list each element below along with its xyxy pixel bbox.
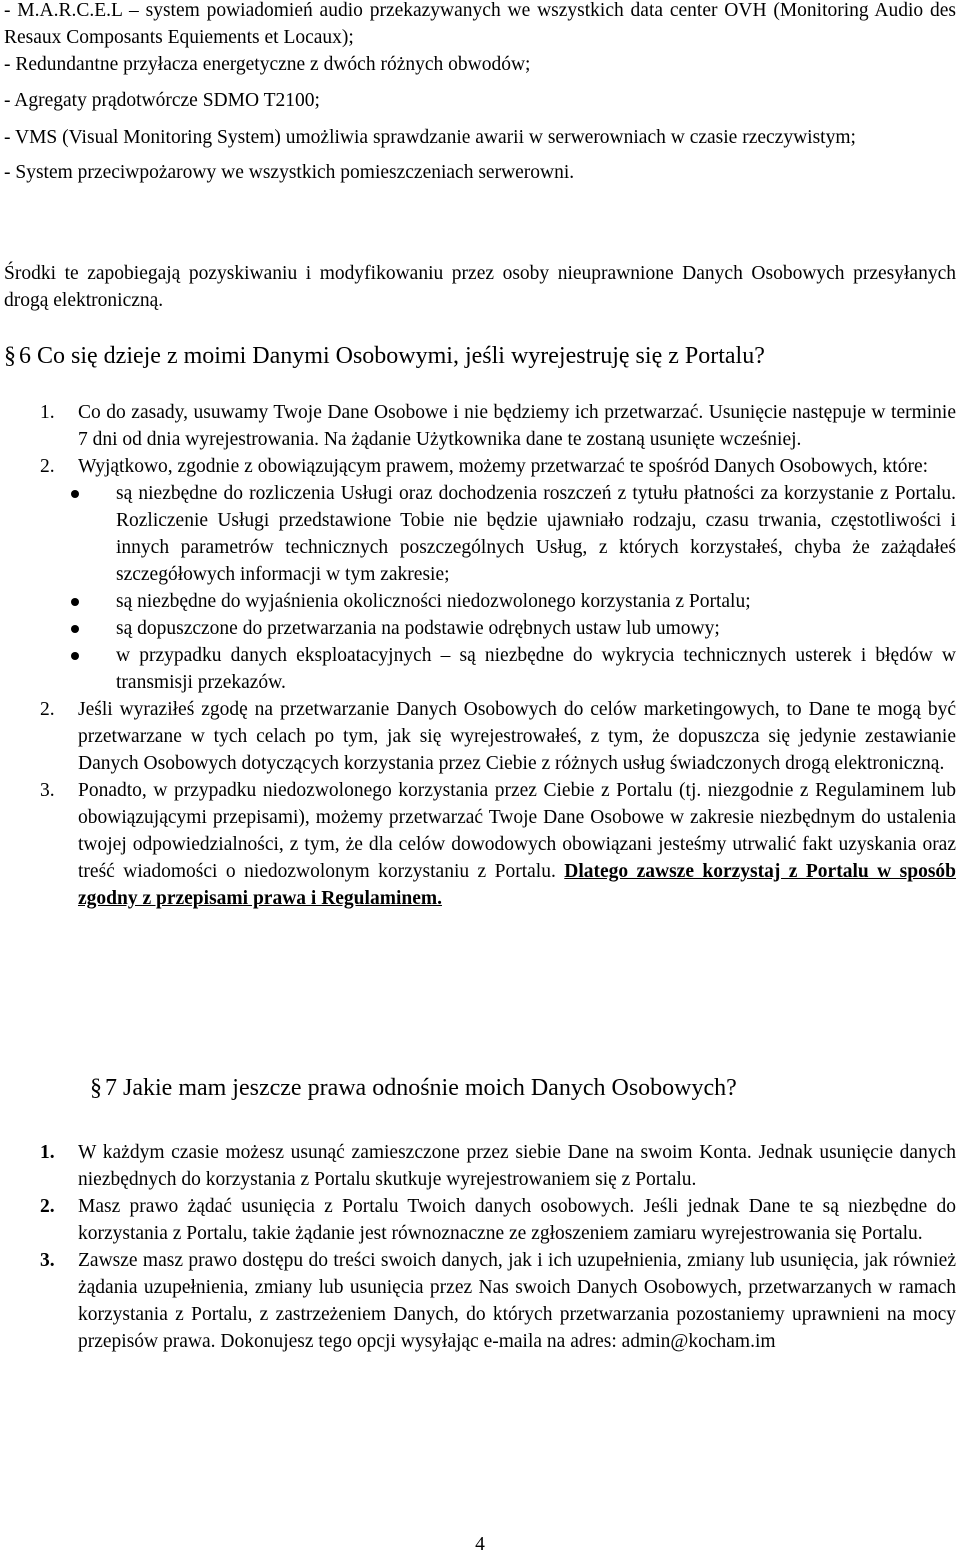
bullet-text: są niezbędne do rozliczenia Usługi oraz dochodzenia roszczeń z tytułu płatności za korzystanie z Portalu. Rozliczenie Usługi przedstawione Tobie nie będzie ujawniało rodzaju, czasu trwania, częstotliwości i innych parametrów technicznych poszczególnych Usług, z których korzystałeś, chyba że zażądałeś szczegółowych informacji w tym zakresie; bbox=[116, 483, 956, 585]
list-item: - Redundantne przyłacza energetyczne z dwóch różnych obwodów; bbox=[4, 54, 531, 75]
item-text bbox=[78, 777, 956, 912]
item-text: Wyjątkowo, zgodnie z obowiązującym prawem, możemy przetwarzać te spośród Danych Osobowych, które: bbox=[78, 456, 929, 477]
bullet-icon bbox=[71, 652, 79, 660]
bullet-item bbox=[40, 642, 956, 696]
item-text: Jeśli wyraziłeś zgodę na przetwarzanie Danych Osobowych do celów marketingowych, to Dane te mogą być przetwarzane w tych celach po tym, jak się wyrejestrowałeś, z tym, że dopuszcza się jedynie zestawianie Danych Osobowych dotyczących korzystania przez Ciebie z różnych usług świadczonych drogą elektroniczną. bbox=[78, 699, 956, 774]
section-7-list bbox=[40, 1139, 956, 1355]
item-number: 1. bbox=[40, 402, 55, 423]
item-text: Co do zasady, usuwamy Twoje Dane Osobowe i nie będziemy ich przetwarzać. Usunięcie następuje w terminie 7 dni od dnia wyrejestrowania. Na żądanie Użytkownika dane te zostaną usunięte wcześniej. bbox=[78, 402, 956, 450]
item-number: 2. bbox=[40, 699, 55, 720]
bullet-icon bbox=[71, 625, 79, 633]
list-item: - Agregaty prądotwórcze SDMO T2100; bbox=[4, 90, 320, 111]
bullet-text: są dopuszczone do przetwarzania na podstawie odrębnych ustaw lub umowy; bbox=[116, 618, 720, 639]
item-number: 3. bbox=[40, 780, 55, 801]
section-sign: § bbox=[90, 1075, 102, 1101]
list-item bbox=[40, 1139, 956, 1193]
list-item bbox=[40, 1193, 956, 1247]
bullet-item bbox=[40, 588, 956, 615]
paragraph: Środki te zapobiegają pozyskiwaniu i modyfikowaniu przez osoby nieuprawnione Danych Osobowych przesyłanych drogą elektroniczną. bbox=[4, 263, 956, 311]
item-number: 3. bbox=[40, 1250, 55, 1271]
item-text: W każdym czasie możesz usunąć zamieszczone przez siebie Dane na swoim Konta. Jednak usunięcie danych niezbędnych do korzystania z Portalu skutkuje wyrejestrowaniem się z Portalu. bbox=[78, 1142, 956, 1190]
list-item bbox=[40, 453, 956, 480]
section-sign: § bbox=[4, 343, 16, 369]
bullet-item bbox=[40, 480, 956, 588]
bullet-icon bbox=[71, 490, 79, 498]
section-title: 6 Co się dzieje z moimi Danymi Osobowymi, jeśli wyrejestruję się z Portalu? bbox=[19, 343, 765, 369]
item-number: 2. bbox=[40, 1196, 55, 1217]
section-6-list bbox=[40, 399, 956, 912]
security-measures-list bbox=[4, 0, 956, 186]
list-item bbox=[40, 1247, 956, 1355]
list-item bbox=[40, 399, 956, 453]
bullet-list bbox=[40, 480, 956, 696]
list-item: - VMS (Visual Monitoring System) umożliwia sprawdzanie awarii w serwerowniach w czasie rzeczywistym; bbox=[4, 127, 856, 148]
item-text-body: Ponadto, w przypadku niedozwolonego korzystania przez Ciebie z Portalu (tj. niezgodnie z Regulaminem lub obowiązującymi przepisami), możemy przetwarzać Twoje Dane Osobowe w zakresie niezbędnym do ustalenia twojej odpowiedzialności, z tym, że dla celów dowodowych obowiązani jesteśmy utrwalić fakt uzyskania oraz treść wiadomości o niedozwolonym korzystaniu z Portalu. bbox=[78, 780, 956, 882]
list-item: - System przeciwpożarowy we wszystkich pomieszczeniach serwerowni. bbox=[4, 162, 575, 183]
list-item: - M.A.R.C.E.L – system powiadomień audio przekazywanych we wszystkich data center OVH (Monitoring Audio des Resaux Composants Equiements et Locaux); bbox=[4, 0, 956, 48]
list-item bbox=[40, 696, 956, 777]
item-text: Zawsze masz prawo dostępu do treści swoich danych, jak i ich uzupełnienia, zmiany lub usunięcia, jak również żądania uzupełnienia, zmiany lub usunięcia przez Nas swoich Danych Osobowych, przetwarzanych w ramach korzystania z Portalu, z zastrzeżeniem Danych, do których przetwarzania pozostaniemy uprawnieni na mocy przepisów prawa. Dokonujesz tego opcji wysyłając e-maila na adres: admin@kocham.im bbox=[78, 1250, 956, 1352]
section-7-heading bbox=[4, 1072, 956, 1104]
section-6-heading bbox=[4, 340, 956, 372]
bullet-text: w przypadku danych eksploatacyjnych – są niezbędne do wykrycia technicznych usterek i błędów w transmisji przekazów. bbox=[116, 645, 956, 693]
item-number: 1. bbox=[40, 1142, 55, 1163]
section-title: 7 Jakie mam jeszcze prawa odnośnie moich Danych Osobowych? bbox=[105, 1075, 737, 1101]
list-item bbox=[40, 777, 956, 912]
bullet-text: są niezbędne do wyjaśnienia okoliczności niedozwolonego korzystania z Portalu; bbox=[116, 591, 751, 612]
bullet-icon bbox=[71, 598, 79, 606]
emphasis-text: Dlatego zawsze korzystaj z Portalu w sposób zgodny z przepisami prawa i Regulaminem. bbox=[78, 861, 957, 909]
page-number: 4 bbox=[475, 1534, 485, 1555]
item-text: Masz prawo żądać usunięcia z Portalu Twoich danych osobowych. Jeśli jednak Dane te są niezbędne do korzystania z Portalu, takie żądanie jest równoznaczne ze zgłoszeniem zamiaru wyrejestrowania się Portalu. bbox=[78, 1196, 956, 1244]
item-number: 2. bbox=[40, 456, 55, 477]
bullet-item bbox=[40, 615, 956, 642]
